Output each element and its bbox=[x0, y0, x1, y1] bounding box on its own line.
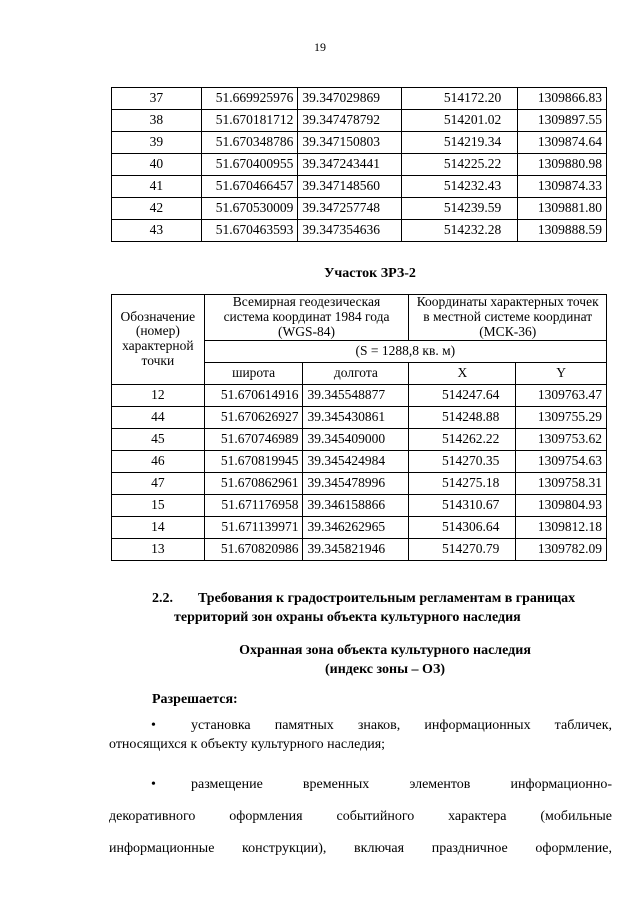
table-row bbox=[112, 450, 607, 472]
allowed-label: Разрешается: bbox=[152, 692, 238, 707]
table-cell: 39.347257748 bbox=[298, 198, 402, 220]
table-cell: 39.345409000 bbox=[303, 428, 409, 450]
zone-title-line2: (индекс зоны – ОЗ) bbox=[324, 662, 445, 677]
bullet-icon: • bbox=[151, 718, 156, 733]
table-cell: 1309753.62 bbox=[516, 428, 607, 450]
table-cell: 39.345821946 bbox=[303, 538, 409, 560]
table-cell: 39.347148560 bbox=[298, 176, 402, 198]
section-heading-2-2 bbox=[152, 589, 612, 627]
table-cell: 1309874.33 bbox=[518, 176, 607, 198]
table-cell: 39.347029869 bbox=[298, 88, 402, 110]
table-cell: 47 bbox=[112, 472, 205, 494]
table-cell: 37 bbox=[112, 88, 202, 110]
table-cell: 1309804.93 bbox=[516, 494, 607, 516]
table-cell: 514275.18 bbox=[409, 472, 516, 494]
table-cell: 1309782.09 bbox=[516, 538, 607, 560]
table-cell: 51.670819945 bbox=[204, 450, 303, 472]
table-cell: 514232.43 bbox=[402, 176, 518, 198]
table-cell: 514270.79 bbox=[409, 538, 516, 560]
table-cell: 46 bbox=[112, 450, 205, 472]
table-row bbox=[112, 538, 607, 560]
table-cell: 1309888.59 bbox=[518, 220, 607, 242]
zone-title-line1: Охранная зона объекта культурного наследия bbox=[239, 643, 531, 658]
table-cell: 13 bbox=[112, 538, 205, 560]
header-y: Y bbox=[516, 362, 607, 384]
table-cell: 44 bbox=[112, 406, 205, 428]
table-cell: 514248.88 bbox=[409, 406, 516, 428]
table-cell: 51.670348786 bbox=[201, 132, 298, 154]
table-cell: 1309866.83 bbox=[518, 88, 607, 110]
table-row bbox=[112, 110, 607, 132]
table-cell: 1309812.18 bbox=[516, 516, 607, 538]
table-cell: 1309758.31 bbox=[516, 472, 607, 494]
table-cell: 514262.22 bbox=[409, 428, 516, 450]
table-row bbox=[112, 154, 607, 176]
table-cell: 40 bbox=[112, 154, 202, 176]
table-cell: 514247.64 bbox=[409, 384, 516, 406]
table-cell: 514219.34 bbox=[402, 132, 518, 154]
table-row bbox=[112, 516, 607, 538]
bullet-item-2-line2: декоративного оформления событийного характера (мобильные bbox=[109, 809, 612, 824]
table-cell: 38 bbox=[112, 110, 202, 132]
table-cell: 514239.59 bbox=[402, 198, 518, 220]
table-cell: 1309754.63 bbox=[516, 450, 607, 472]
table-cell: 43 bbox=[112, 220, 202, 242]
table-cell: 514270.35 bbox=[409, 450, 516, 472]
section-heading-line2: территорий зон охраны объекта культурного наследия bbox=[174, 610, 521, 625]
table-cell: 514306.64 bbox=[409, 516, 516, 538]
table-cell: 45 bbox=[112, 428, 205, 450]
bullet-item-2-line1 bbox=[109, 769, 612, 801]
table-row bbox=[112, 132, 607, 154]
table-row bbox=[112, 406, 607, 428]
bullet-item-1-line1 bbox=[109, 716, 612, 735]
table-cell: 514201.02 bbox=[402, 110, 518, 132]
table-cell: 39.347478792 bbox=[298, 110, 402, 132]
table-cell: 1309880.98 bbox=[518, 154, 607, 176]
table-cell: 514310.67 bbox=[409, 494, 516, 516]
table-row bbox=[112, 198, 607, 220]
table-row bbox=[112, 88, 607, 110]
bullet-item-1-text1: установка памятных знаков, информационных табличек, bbox=[191, 718, 612, 733]
table-cell: 1309874.64 bbox=[518, 132, 607, 154]
table-cell: 51.669925976 bbox=[201, 88, 298, 110]
table1-body bbox=[112, 88, 607, 242]
table-cell: 51.670530009 bbox=[201, 198, 298, 220]
table-cell: 12 bbox=[112, 384, 205, 406]
table-cell: 51.670820986 bbox=[204, 538, 303, 560]
coordinates-table-zrz2 bbox=[111, 294, 607, 561]
table-cell: 1309755.29 bbox=[516, 406, 607, 428]
bullet-item-2-text1: размещение временных элементов информационно- bbox=[191, 777, 612, 792]
table-cell: 51.670400955 bbox=[201, 154, 298, 176]
table-cell: 51.670466457 bbox=[201, 176, 298, 198]
table-cell: 14 bbox=[112, 516, 205, 538]
table-cell: 42 bbox=[112, 198, 202, 220]
table-cell: 41 bbox=[112, 176, 202, 198]
table-cell: 1309881.80 bbox=[518, 198, 607, 220]
table-cell: 51.671139971 bbox=[204, 516, 303, 538]
header-area: (S = 1288,8 кв. м) bbox=[204, 340, 606, 362]
bullet-item-1-line2: относящихся к объекту культурного наследия; bbox=[109, 737, 386, 752]
table-row bbox=[112, 494, 607, 516]
table-cell: 39.345478996 bbox=[303, 472, 409, 494]
table-cell: 1309763.47 bbox=[516, 384, 607, 406]
table-cell: 51.670181712 bbox=[201, 110, 298, 132]
table-cell: 51.670626927 bbox=[204, 406, 303, 428]
coordinates-table-continued bbox=[111, 87, 607, 242]
table-cell: 39.347243441 bbox=[298, 154, 402, 176]
header-point-label: Обозначение (номер) характерной точки bbox=[112, 295, 205, 385]
table-cell: 39.345548877 bbox=[303, 384, 409, 406]
section-heading-line1: Требования к градостроительным регламентам в границах bbox=[198, 591, 576, 606]
table-cell: 51.670614916 bbox=[204, 384, 303, 406]
table-cell: 514232.28 bbox=[402, 220, 518, 242]
table-cell: 39.347150803 bbox=[298, 132, 402, 154]
header-longitude: долгота bbox=[303, 362, 409, 384]
table-cell: 51.670862961 bbox=[204, 472, 303, 494]
page-number: 19 bbox=[314, 40, 326, 54]
table-cell: 514225.22 bbox=[402, 154, 518, 176]
table-cell: 39.347354636 bbox=[298, 220, 402, 242]
table2-body bbox=[112, 384, 607, 560]
header-wgs84: Всемирная геодезическая система координат 1984 года (WGS-84) bbox=[204, 295, 409, 341]
table-cell: 39.346158866 bbox=[303, 494, 409, 516]
section-number: 2.2. bbox=[152, 591, 173, 606]
bullet-item-2-line3: информационные конструкции), включая праздничное оформление, bbox=[109, 841, 612, 856]
header-x: X bbox=[409, 362, 516, 384]
header-msk36: Координаты характерных точек в местной системе координат (МСК-36) bbox=[409, 295, 607, 341]
table-cell: 51.670746989 bbox=[204, 428, 303, 450]
table-row bbox=[112, 472, 607, 494]
bullet-item-2 bbox=[109, 769, 612, 865]
table-cell: 39.345424984 bbox=[303, 450, 409, 472]
section-title-zrz2: Участок ЗРЗ-2 bbox=[324, 266, 416, 281]
table-cell: 39.346262965 bbox=[303, 516, 409, 538]
table2-header-row-1 bbox=[112, 295, 607, 341]
table-cell: 51.671176958 bbox=[204, 494, 303, 516]
zone-title bbox=[0, 641, 640, 679]
table-cell: 39 bbox=[112, 132, 202, 154]
table-cell: 1309897.55 bbox=[518, 110, 607, 132]
table-cell: 514172.20 bbox=[402, 88, 518, 110]
table-row bbox=[112, 220, 607, 242]
table-cell: 39.345430861 bbox=[303, 406, 409, 428]
header-latitude: широта bbox=[204, 362, 303, 384]
table-row bbox=[112, 384, 607, 406]
table-row bbox=[112, 428, 607, 450]
table-cell: 51.670463593 bbox=[201, 220, 298, 242]
bullet-item-1 bbox=[109, 716, 612, 754]
bullet-icon: • bbox=[151, 777, 156, 792]
table-cell: 15 bbox=[112, 494, 205, 516]
table-row bbox=[112, 176, 607, 198]
